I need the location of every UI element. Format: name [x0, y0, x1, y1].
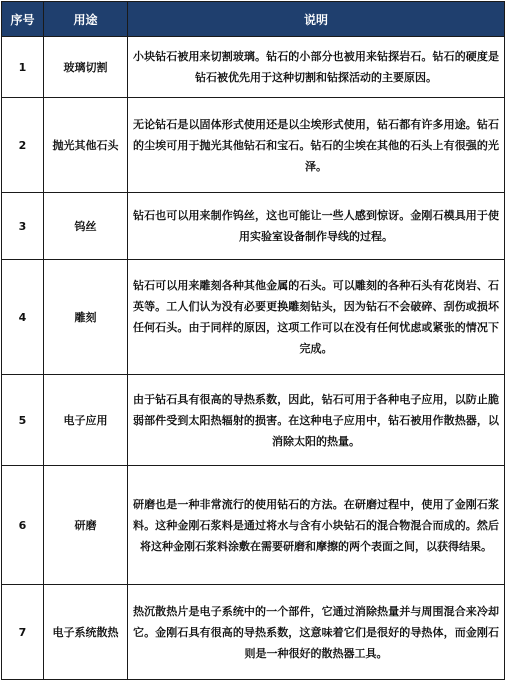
- diamond-uses-table: [1, 1, 505, 680]
- row-desc: 小块钻石被用来切割玻璃。钻石的小部分也被用来钻探岩石。钻石的硬度是钻石被优先用于这种切割和钻探活动的主要原因。: [128, 37, 505, 98]
- header-num: 序号: [2, 2, 44, 37]
- row-use: 抛光其他石头: [44, 98, 128, 193]
- row-num: 7: [2, 585, 44, 680]
- header-use: 用途: [44, 2, 128, 37]
- table-row: [2, 375, 505, 466]
- row-num: 5: [2, 375, 44, 466]
- row-desc: 钻石可以用来雕刻各种其他金属的石头。可以雕刻的各种石头有花岗岩、石英等。工人们认为没有必要更换雕刻钻头，因为钻石不会破碎、刮伤或损坏任何石头。由于同样的原因，这项工作可以在没有任何忧虑或紧张的情况下完成。: [128, 260, 505, 375]
- row-desc: 热沉散热片是电子系统中的一个部件，它通过消除热量并与周围混合来冷却它。金刚石具有很高的导热系数，这意味着它们是很好的导热体，而金刚石则是一种很好的散热器工具。: [128, 585, 505, 680]
- header-row: [2, 2, 505, 37]
- row-use: 电子应用: [44, 375, 128, 466]
- row-num: 2: [2, 98, 44, 193]
- table-row: [2, 260, 505, 375]
- row-num: 3: [2, 193, 44, 260]
- table-row: [2, 466, 505, 585]
- table-row: [2, 193, 505, 260]
- row-use: 玻璃切割: [44, 37, 128, 98]
- row-num: 6: [2, 466, 44, 585]
- row-use: 研磨: [44, 466, 128, 585]
- row-desc: 钻石也可以用来制作钨丝，这也可能让一些人感到惊讶。金刚石模具用于使用实验室设备制作导线的过程。: [128, 193, 505, 260]
- row-use: 钨丝: [44, 193, 128, 260]
- table-row: [2, 37, 505, 98]
- row-desc: 由于钻石具有很高的导热系数，因此，钻石可用于各种电子应用，以防止脆弱部件受到太阳热辐射的损害。在这种电子应用中，钻石被用作散热器，以消除太阳的热量。: [128, 375, 505, 466]
- row-num: 1: [2, 37, 44, 98]
- header-desc: 说明: [128, 2, 505, 37]
- row-desc: 研磨也是一种非常流行的使用钻石的方法。在研磨过程中，使用了金刚石浆料。这种金刚石浆料是通过将水与含有小块钻石的混合物混合而成的。然后将这种金刚石浆料涂敷在需要研磨和摩擦的两个表面之间，以获得结果。: [128, 466, 505, 585]
- row-use: 电子系统散热: [44, 585, 128, 680]
- table-row: [2, 585, 505, 680]
- row-use: 雕刻: [44, 260, 128, 375]
- row-num: 4: [2, 260, 44, 375]
- table-row: [2, 98, 505, 193]
- row-desc: 无论钻石是以固体形式使用还是以尘埃形式使用，钻石都有许多用途。钻石的尘埃可用于抛光其他钻石和宝石。钻石的尘埃在其他的石头上有很强的光泽。: [128, 98, 505, 193]
